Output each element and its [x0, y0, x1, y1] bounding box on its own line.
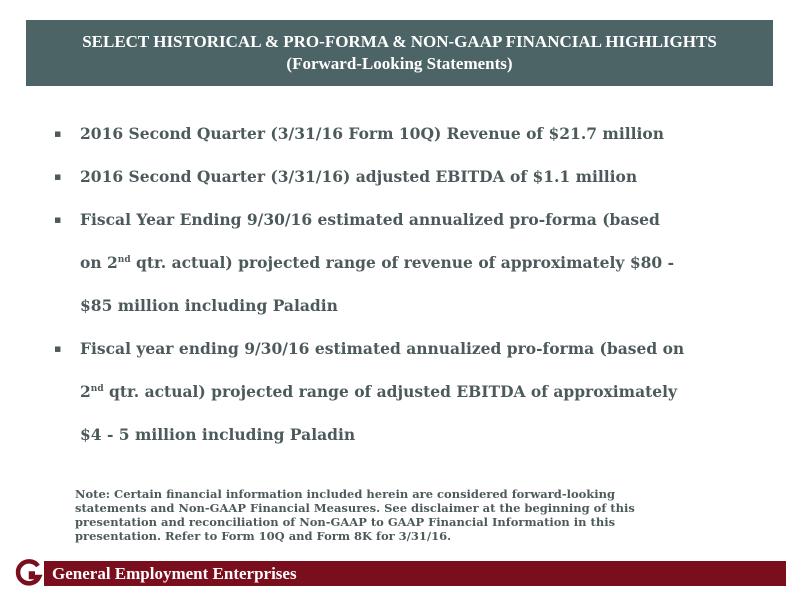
square-bullet-icon: ▪ — [54, 342, 62, 355]
bullet-item — [54, 155, 754, 198]
ordinal-suffix: nd — [117, 255, 131, 265]
note-line: statements and Non-GAAP Financial Measures. See disclaimer at the beginning of this — [75, 501, 635, 515]
bullet-text-continued: $85 million including Paladin — [80, 296, 338, 315]
bullet-text: Fiscal Year Ending 9/30/16 estimated annualized pro-forma (based — [80, 210, 660, 229]
bullet-text-continued — [80, 241, 754, 284]
slide-subtitle: (Forward-Looking Statements) — [286, 54, 513, 73]
bullet-text-continued: $4 - 5 million including Paladin — [80, 425, 356, 444]
bullet-item — [54, 198, 754, 327]
bullet-text: Fiscal year ending 9/30/16 estimated annualized pro-forma (based on — [80, 339, 685, 358]
square-bullet-icon: ▪ — [54, 127, 62, 140]
bullet-item — [54, 327, 754, 456]
bullet-item — [54, 112, 754, 155]
slide-title: SELECT HISTORICAL & PRO-FORMA & NON-GAAP FINANCIAL HIGHLIGHTS — [82, 32, 717, 51]
highlights-list — [54, 112, 754, 456]
company-name: General Employment Enterprises — [52, 564, 297, 583]
note-line: presentation. Refer to Form 10Q and Form 8K for 3/31/16. — [75, 529, 452, 543]
bullet-text: 2016 Second Quarter (3/31/16) adjusted EBITDA of $1.1 million — [80, 167, 638, 186]
bullet-text-part: qtr. actual) projected range of revenue of approximately $80 - — [130, 253, 675, 272]
note-line: presentation and reconciliation of Non-GAAP to GAAP Financial Information in this — [75, 515, 616, 529]
company-logo-icon — [14, 558, 44, 588]
bullet-text: 2016 Second Quarter (3/31/16 Form 10Q) Revenue of $21.7 million — [80, 124, 664, 143]
ordinal-suffix: nd — [90, 384, 104, 394]
bullet-text-part: qtr. actual) projected range of adjusted EBITDA of approximately — [103, 382, 678, 401]
square-bullet-icon: ▪ — [54, 213, 62, 226]
bullet-text-part: 2 — [80, 382, 91, 401]
disclaimer-note — [75, 487, 675, 543]
note-line: Note: Certain financial information included herein are considered forward-looking — [75, 487, 616, 501]
bullet-text-continued — [80, 370, 754, 413]
slide-title-bar — [26, 20, 773, 86]
bullet-text-part: on 2 — [80, 253, 118, 272]
square-bullet-icon: ▪ — [54, 170, 62, 183]
